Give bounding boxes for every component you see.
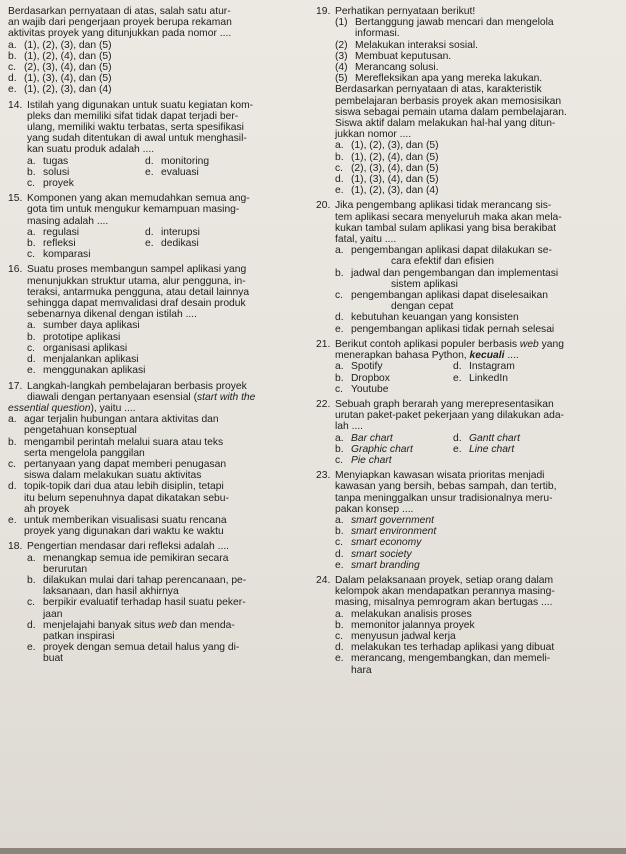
option-letter: b. <box>8 436 17 448</box>
option-text: sumber daya aplikasi <box>43 320 140 332</box>
question-text-line: Langkah-langkah pembelajaran berbasis proyek <box>27 380 247 392</box>
option-e[interactable] <box>453 444 514 455</box>
question-text-line: kelompok akan mendapatkan perannya masing- <box>335 586 555 598</box>
left-column <box>8 6 304 666</box>
option-letter: e. <box>335 185 344 197</box>
option-letter: b. <box>8 50 17 62</box>
option-text: laksanaan, dan hasil akhirnya <box>43 586 179 598</box>
question-15 <box>8 193 304 260</box>
option-letter: c. <box>8 62 17 74</box>
question-text-line: an wajib dari pengerjaan proyek berupa rekaman <box>8 17 232 29</box>
question-text-line: Istilah yang digunakan untuk suatu kegiatan kom- <box>27 99 254 111</box>
option-e[interactable] <box>27 365 304 376</box>
question-text-line: teraksi, antarmuka pengguna, atau detail lainnya <box>27 286 250 298</box>
option-text: monitoring <box>161 155 210 167</box>
option-text: melakukan analisis proses <box>351 608 472 620</box>
option-text: Graphic chart <box>351 443 413 455</box>
option-letter: b. <box>27 574 36 586</box>
option-d[interactable] <box>145 227 200 238</box>
option-letter: e. <box>145 166 154 178</box>
option-a[interactable] <box>27 227 145 238</box>
option-text: dedikasi <box>161 238 199 250</box>
option-d[interactable] <box>453 433 520 444</box>
statement-1: (1) Bertanggung jawab mencari dan mengelola informasi. <box>335 17 554 40</box>
option-letter: d. <box>145 226 154 238</box>
option-letter: d. <box>453 432 462 444</box>
option-letter: e. <box>145 238 154 250</box>
question-text-line: tanpa meninggalkan unsur tradisionalnya meru- <box>335 492 553 504</box>
question-17 <box>8 381 304 538</box>
option-c[interactable] <box>8 62 304 73</box>
option-text: dengan cepat <box>391 301 454 313</box>
right-column <box>316 6 620 677</box>
option-text: (1), (2), (3), dan (5) <box>24 39 112 51</box>
option-b[interactable] <box>27 167 145 178</box>
option-d[interactable] <box>335 312 620 323</box>
option-d[interactable] <box>145 156 209 167</box>
option-text: interupsi <box>161 226 200 238</box>
question-text-line: Komponen yang akan memudahkan semua ang- <box>27 193 250 205</box>
option-text: (2), (3), (4), dan (5) <box>351 162 439 174</box>
option-letter: b. <box>335 151 344 163</box>
question-number: 17. <box>8 380 23 392</box>
option-b[interactable] <box>335 526 620 537</box>
option-text: Instagram <box>469 361 515 373</box>
option-b[interactable] <box>27 332 304 343</box>
option-text: merancang, mengembangkan, dan memeli- <box>351 653 551 665</box>
option-a[interactable] <box>8 40 304 51</box>
question-text-line: Berdasarkan pernyataan di atas, karakteristik <box>335 84 542 96</box>
option-letter: e. <box>335 559 344 571</box>
question-text-line: Jika pengembang aplikasi tidak merancang sis- <box>335 200 552 212</box>
option-letter: a. <box>335 245 344 257</box>
option-letter: e. <box>27 365 36 377</box>
option-text: menjelajahi banyak situs web dan menda- <box>43 619 235 631</box>
option-letter: a. <box>27 552 36 564</box>
question-number: 20. <box>316 200 331 212</box>
option-c[interactable] <box>335 455 453 466</box>
option-text: Dropbox <box>351 372 390 384</box>
option-d[interactable] <box>335 642 620 653</box>
question-text-line: Menyiapkan kawasan wisata prioritas menjadi <box>335 470 545 482</box>
option-c[interactable] <box>27 178 145 189</box>
question-text-line: kan suatu produk adalah .... <box>27 144 155 156</box>
option-text: Pie chart <box>351 454 392 466</box>
question-13 <box>8 6 304 96</box>
statement-4: (4) Merancang solusi. <box>335 62 439 74</box>
question-text-line: tem aplikasi secara menyeluruh maka akan mela- <box>335 211 562 223</box>
question-21 <box>316 339 620 395</box>
option-letter: c. <box>27 342 36 354</box>
option-b[interactable] <box>335 620 620 631</box>
option-text: menjalankan aplikasi <box>43 354 139 366</box>
option-a[interactable] <box>335 140 620 151</box>
option-e[interactable] <box>453 373 508 384</box>
question-24 <box>316 575 620 676</box>
option-e[interactable] <box>145 167 199 178</box>
question-text-line: gota tim untuk mengukur kemampuan masing- <box>27 204 240 216</box>
question-19 <box>316 6 620 196</box>
option-d[interactable] <box>453 361 515 372</box>
question-text-line: Sebuah graph berarah yang merepresentasikan <box>335 398 554 410</box>
question-text-line: Berikut contoh aplikasi populer berbasis web yang <box>335 338 564 350</box>
option-b[interactable] <box>27 238 145 249</box>
option-letter: b. <box>335 619 344 631</box>
question-text-line: menunjukkan struktur utama, alur pengguna, in- <box>27 275 246 287</box>
option-letter: c. <box>335 290 344 302</box>
option-b[interactable] <box>27 575 304 597</box>
option-letter: d. <box>8 73 17 85</box>
question-text-line: Pengertian mendasar dari refleksi adalah .... <box>27 541 230 553</box>
option-letter: a. <box>335 608 344 620</box>
option-letter: a. <box>8 39 17 51</box>
option-c[interactable] <box>335 163 620 174</box>
option-letter: b. <box>27 166 36 178</box>
option-text: Line chart <box>469 443 515 455</box>
option-c[interactable] <box>335 384 453 395</box>
option-text: refleksi <box>43 238 76 250</box>
option-e[interactable] <box>335 653 620 675</box>
option-a[interactable] <box>27 320 304 331</box>
option-text: komparasi <box>43 249 91 261</box>
option-letter: c. <box>335 630 344 642</box>
question-text-line: urutan paket-paket pekerjaan yang dilakukan ada- <box>335 410 564 422</box>
option-text: solusi <box>43 166 70 178</box>
option-text: (1), (3), (4), dan (5) <box>24 73 112 85</box>
option-letter: a. <box>27 226 36 238</box>
option-e[interactable] <box>335 324 620 335</box>
question-22 <box>316 399 620 466</box>
option-b[interactable] <box>8 437 304 459</box>
option-text: menyusun jadwal kerja <box>351 630 456 642</box>
option-c[interactable] <box>8 459 304 481</box>
question-text-line: pakan konsep .... <box>335 503 414 515</box>
question-16 <box>8 264 304 376</box>
option-a[interactable] <box>8 414 304 436</box>
option-letter: a. <box>335 432 344 444</box>
option-letter: a. <box>8 414 17 426</box>
option-text: mengambil perintah melalui suara atau teks <box>24 436 224 448</box>
question-text-line: fatal, yaitu .... <box>335 234 397 246</box>
option-text: proyek dengan semua detail halus yang di- <box>43 642 240 654</box>
option-text: smart economy <box>351 537 422 549</box>
option-letter: e. <box>335 323 344 335</box>
option-letter: d. <box>335 642 344 654</box>
option-letter: e. <box>8 514 17 526</box>
option-text: untuk memberikan visualisasi suatu rencana <box>24 514 227 526</box>
option-c[interactable] <box>335 290 620 312</box>
option-letter: d. <box>8 481 17 493</box>
option-letter: d. <box>335 312 344 324</box>
option-letter: d. <box>145 155 154 167</box>
option-text: buat <box>43 653 64 665</box>
statement-3: (3) Membuat keputusan. <box>335 50 452 62</box>
option-a[interactable] <box>27 553 304 575</box>
statement-5: (5) Merefleksikan apa yang mereka lakukan. <box>335 73 543 85</box>
option-c[interactable] <box>27 343 304 354</box>
option-text: pengetahuan konseptual <box>24 425 137 437</box>
option-letter: a. <box>27 155 36 167</box>
option-text: pengembangan aplikasi dapat diselesaikan <box>351 290 548 302</box>
option-letter: b. <box>335 443 344 455</box>
option-letter: c. <box>27 597 36 609</box>
question-20 <box>316 200 620 334</box>
option-letter: c. <box>8 458 17 470</box>
option-text: Youtube <box>351 383 389 395</box>
option-letter: b. <box>27 331 36 343</box>
question-text-line: siswa sebagai pemain utama dalam pembelajaran. <box>335 106 567 118</box>
question-text-line: masing, misalnya pemrogram akan bertugas .... <box>335 597 553 609</box>
option-b[interactable] <box>335 152 620 163</box>
option-text: hara <box>351 664 372 676</box>
option-text: smart environment <box>351 526 437 538</box>
question-text-line: Berdasarkan pernyataan di atas, salah satu atur- <box>8 6 231 17</box>
option-text: pertanyaan yang dapat memberi penugasan <box>24 458 227 470</box>
option-letter: d. <box>335 548 344 560</box>
option-text: (1), (2), (3), dan (4) <box>24 84 112 96</box>
option-c[interactable] <box>27 597 304 619</box>
option-d[interactable] <box>27 354 304 365</box>
question-text-line: ulang, memiliki waktu terbatas, serta spesifikasi <box>27 122 244 134</box>
option-letter: a. <box>27 320 36 332</box>
option-d[interactable] <box>335 174 620 185</box>
option-b[interactable] <box>8 51 304 62</box>
question-14 <box>8 100 304 190</box>
option-letter: a. <box>335 140 344 152</box>
question-number: 21. <box>316 338 331 350</box>
page-bottom-edge <box>0 848 626 854</box>
question-number: 16. <box>8 264 23 276</box>
option-letter: c. <box>335 454 344 466</box>
option-text: smart government <box>351 514 434 526</box>
option-e[interactable] <box>27 642 304 664</box>
option-letter: c. <box>27 249 36 261</box>
option-text: smart branding <box>351 559 420 571</box>
option-text: memonitor jalannya proyek <box>351 619 475 631</box>
option-text: organisasi aplikasi <box>43 342 128 354</box>
option-text: (1), (3), (4), dan (5) <box>351 174 439 186</box>
option-text: patkan inspirasi <box>43 630 115 642</box>
option-text: pengembangan aplikasi dapat dilakukan se- <box>351 245 552 257</box>
question-text-line: Suatu proses membangun sampel aplikasi yang <box>27 264 247 276</box>
option-text: (1), (2), (3), dan (4) <box>351 185 439 197</box>
option-text: cara efektif dan efisien <box>391 256 495 268</box>
option-letter: d. <box>27 619 36 631</box>
question-text-line: pembelajaran berbasis proyek akan memosisikan <box>335 95 562 107</box>
option-d[interactable] <box>8 481 304 515</box>
question-number: 14. <box>8 99 23 111</box>
option-b[interactable] <box>335 444 453 455</box>
option-text: berpikir evaluatif terhadap hasil suatu peker- <box>43 597 246 609</box>
question-text-line: yang sudah ditentukan di awal untuk menghasil- <box>27 133 247 145</box>
option-e[interactable] <box>8 84 304 95</box>
option-letter: e. <box>335 653 344 665</box>
option-a[interactable] <box>335 361 453 372</box>
option-d[interactable] <box>335 549 620 560</box>
question-text-line: sehingga dapat memvalidasi draf desain produk <box>27 298 246 310</box>
question-text-line: kawasan yang bersih, bebas sampah, dan tertib, <box>335 481 557 493</box>
option-letter: b. <box>335 526 344 538</box>
question-text-line: jukkan nomor .... <box>335 129 412 141</box>
option-letter: c. <box>335 383 344 395</box>
option-text: (2), (3), (4), dan (5) <box>24 62 112 74</box>
question-text-line: lah .... <box>335 421 364 433</box>
question-text-line: kukan tambal sulam aplikasi yang bisa berakibat <box>335 222 556 234</box>
option-text: sistem aplikasi <box>391 278 458 290</box>
option-text: (1), (2), (4), dan (5) <box>24 50 112 62</box>
question-text-line: essential question), yaitu .... <box>8 402 136 414</box>
option-text: (1), (2), (4), dan (5) <box>351 151 439 163</box>
question-text-line: aktivitas proyek yang ditunjukkan pada nomor .... <box>8 28 232 40</box>
option-text: tugas <box>43 155 69 167</box>
option-letter: b. <box>335 372 344 384</box>
option-letter: d. <box>335 174 344 186</box>
question-number: 24. <box>316 574 331 586</box>
option-text: regulasi <box>43 226 80 238</box>
option-text: dilakukan mulai dari tahap perencanaan, pe- <box>43 574 247 586</box>
option-b[interactable] <box>335 373 453 384</box>
option-e[interactable] <box>145 238 199 249</box>
option-text: topik-topik dari dua atau lebih disiplin, tetapi <box>24 481 224 493</box>
option-e[interactable] <box>335 185 620 196</box>
option-text: proyek yang digunakan dari waktu ke waktu <box>24 526 224 538</box>
option-a[interactable] <box>335 433 453 444</box>
option-text: Spotify <box>351 361 383 373</box>
option-text: melakukan tes terhadap aplikasi yang dibuat <box>351 642 555 654</box>
question-text-line: diawali dengan pertanyaan esensial (start with the <box>27 391 256 403</box>
option-letter: a. <box>335 514 344 526</box>
question-23 <box>316 470 620 571</box>
option-letter: a. <box>335 361 344 373</box>
option-letter: e. <box>8 84 17 96</box>
question-number: 15. <box>8 193 23 205</box>
option-text: smart society <box>351 548 412 560</box>
option-letter: d. <box>453 361 462 373</box>
option-text: evaluasi <box>161 166 199 178</box>
option-b[interactable] <box>335 268 620 290</box>
question-text-line: pleks dan memiliki sifat tidak dapat terjadi ber- <box>27 110 239 122</box>
question-number: 23. <box>316 470 331 482</box>
option-c[interactable] <box>27 249 145 260</box>
option-text: kebutuhan keuangan yang konsisten <box>351 312 519 324</box>
option-a[interactable] <box>335 245 620 267</box>
option-c[interactable] <box>335 631 620 642</box>
option-text: jadwal dan pengembangan dan implementasi <box>351 267 559 279</box>
option-a[interactable] <box>335 515 620 526</box>
option-text: itu belum sepenuhnya dapat dikatakan sebu- <box>24 492 229 504</box>
option-text: agar terjalin hubungan antara aktivitas dan <box>24 414 219 426</box>
question-text-line: sebenarnya dikenal dengan istilah .... <box>27 309 198 321</box>
question-text-line: masing adalah .... <box>27 215 109 227</box>
option-text: ah proyek <box>24 503 70 515</box>
option-letter: e. <box>453 372 462 384</box>
option-text: prototipe aplikasi <box>43 331 121 343</box>
statement-2: (2) Melakukan interaksi sosial. <box>335 39 479 51</box>
option-text: serta mengelola panggilan <box>24 447 145 459</box>
option-text: pengembangan aplikasi tidak pernah selesai <box>351 323 555 335</box>
option-e[interactable] <box>8 515 304 537</box>
option-a[interactable] <box>335 609 620 620</box>
option-c[interactable] <box>335 537 620 548</box>
option-d[interactable] <box>27 620 304 642</box>
option-e[interactable] <box>335 560 620 571</box>
option-letter: d. <box>27 354 36 366</box>
question-text-line: menerapkan bahasa Python, kecuali .... <box>335 350 519 362</box>
option-letter: b. <box>335 267 344 279</box>
question-number: 22. <box>316 398 331 410</box>
option-text: jaan <box>43 608 63 620</box>
question-18 <box>8 541 304 664</box>
question-lead: Perhatikan pernyataan berikut! <box>335 6 476 17</box>
option-text: siswa dalam melakukan suatu aktivitas <box>24 470 202 482</box>
question-text-line: Siswa aktif dalam melakukan hal-hal yang ditun- <box>335 118 556 130</box>
option-letter: b. <box>27 238 36 250</box>
option-text: LinkedIn <box>469 372 508 384</box>
option-a[interactable] <box>27 156 145 167</box>
question-number: 19. <box>316 6 331 17</box>
option-d[interactable] <box>8 73 304 84</box>
option-letter: e. <box>453 443 462 455</box>
option-letter: c. <box>27 178 36 190</box>
option-letter: c. <box>335 537 344 549</box>
option-text: menangkap semua ide pemikiran secara <box>43 552 229 564</box>
option-text: Gantt chart <box>469 432 520 444</box>
question-text-line: Dalam pelaksanaan proyek, setiap orang dalam <box>335 574 554 586</box>
question-number: 18. <box>8 541 23 553</box>
option-text: proyek <box>43 178 74 190</box>
option-letter: e. <box>27 642 36 654</box>
option-letter: c. <box>335 162 344 174</box>
option-text: berurutan <box>43 563 88 575</box>
option-text: Bar chart <box>351 432 393 444</box>
option-text: menggunakan aplikasi <box>43 365 146 377</box>
option-text: (1), (2), (3), dan (5) <box>351 140 439 152</box>
